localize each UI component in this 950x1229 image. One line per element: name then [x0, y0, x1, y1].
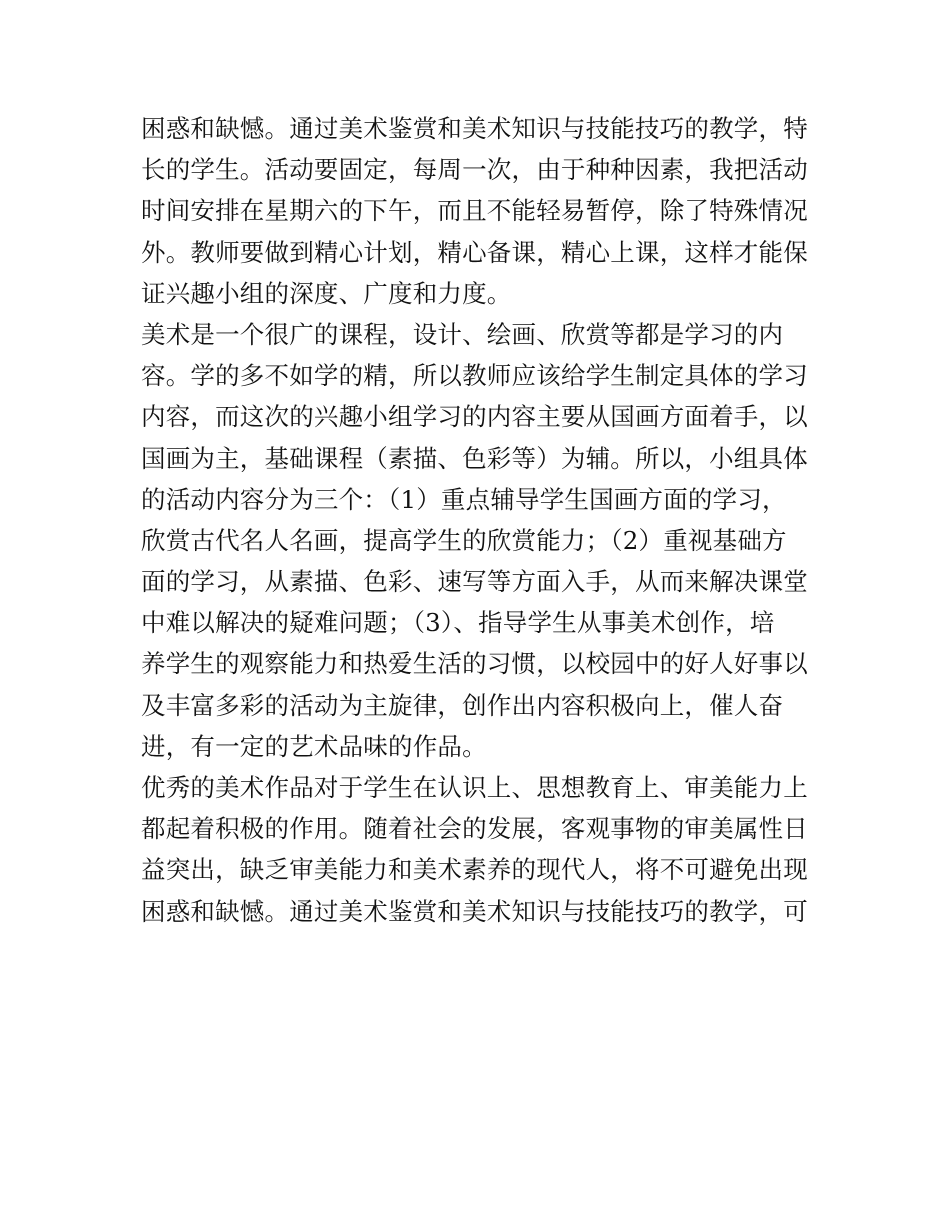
text-line: 困惑和缺憾。通过美术鉴赏和美术知识与技能技巧的教学，可 [141, 896, 808, 926]
text-line: 进，有一定的艺术品味的作品。 [141, 731, 487, 761]
text-line: 益突出，缺乏审美能力和美术素养的现代人，将不可避免出现 [141, 855, 808, 885]
text-line: 中难以解决的疑难问题；（3）、指导学生从事美术创作，培 [141, 608, 775, 638]
text-line: 及丰富多彩的活动为主旋律，创作出内容积极向上，催人奋 [141, 690, 784, 720]
text-line: 都起着积极的作用。随着社会的发展，客观事物的审美属性日 [141, 814, 808, 844]
text-line: 国画为主，基础课程（素描、色彩等）为辅。所以，小组具体 [141, 443, 808, 473]
text-line: 面的学习，从素描、色彩、速写等方面入手，从而来解决课堂 [141, 567, 808, 597]
body-text [141, 108, 821, 932]
text-line: 优秀的美术作品对于学生在认识上、思想教育上、审美能力上 [141, 773, 808, 802]
text-line: 内容，而这次的兴趣小组学习的内容主要从国画方面着手，以 [141, 402, 808, 432]
text-line: 外。教师要做到精心计划，精心备课，精心上课，这样才能保 [141, 237, 808, 267]
text-line: 容。学的多不如学的精，所以教师应该给学生制定具体的学习 [141, 361, 808, 391]
text-line: 养学生的观察能力和热爱生活的习惯，以校园中的好人好事以 [141, 649, 808, 679]
text-line: 困惑和缺憾。通过美术鉴赏和美术知识与技能技巧的教学，特 [141, 114, 808, 143]
text-line: 欣赏古代名人名画，提高学生的欣赏能力；（2）重视基础方 [141, 525, 787, 555]
text-line: 长的学生。活动要固定，每周一次，由于种种因素，我把活动 [141, 155, 808, 185]
text-line: 的活动内容分为三个：（1）重点辅导学生国画方面的学习， [141, 484, 787, 514]
text-line: 证兴趣小组的深度、广度和力度。 [141, 278, 512, 308]
text-line: 时间安排在星期六的下午，而且不能轻易暂停，除了特殊情况 [141, 196, 808, 226]
text-line: 美术是一个很广的课程，设计、绘画、欣赏等都是学习的内 [141, 319, 784, 349]
